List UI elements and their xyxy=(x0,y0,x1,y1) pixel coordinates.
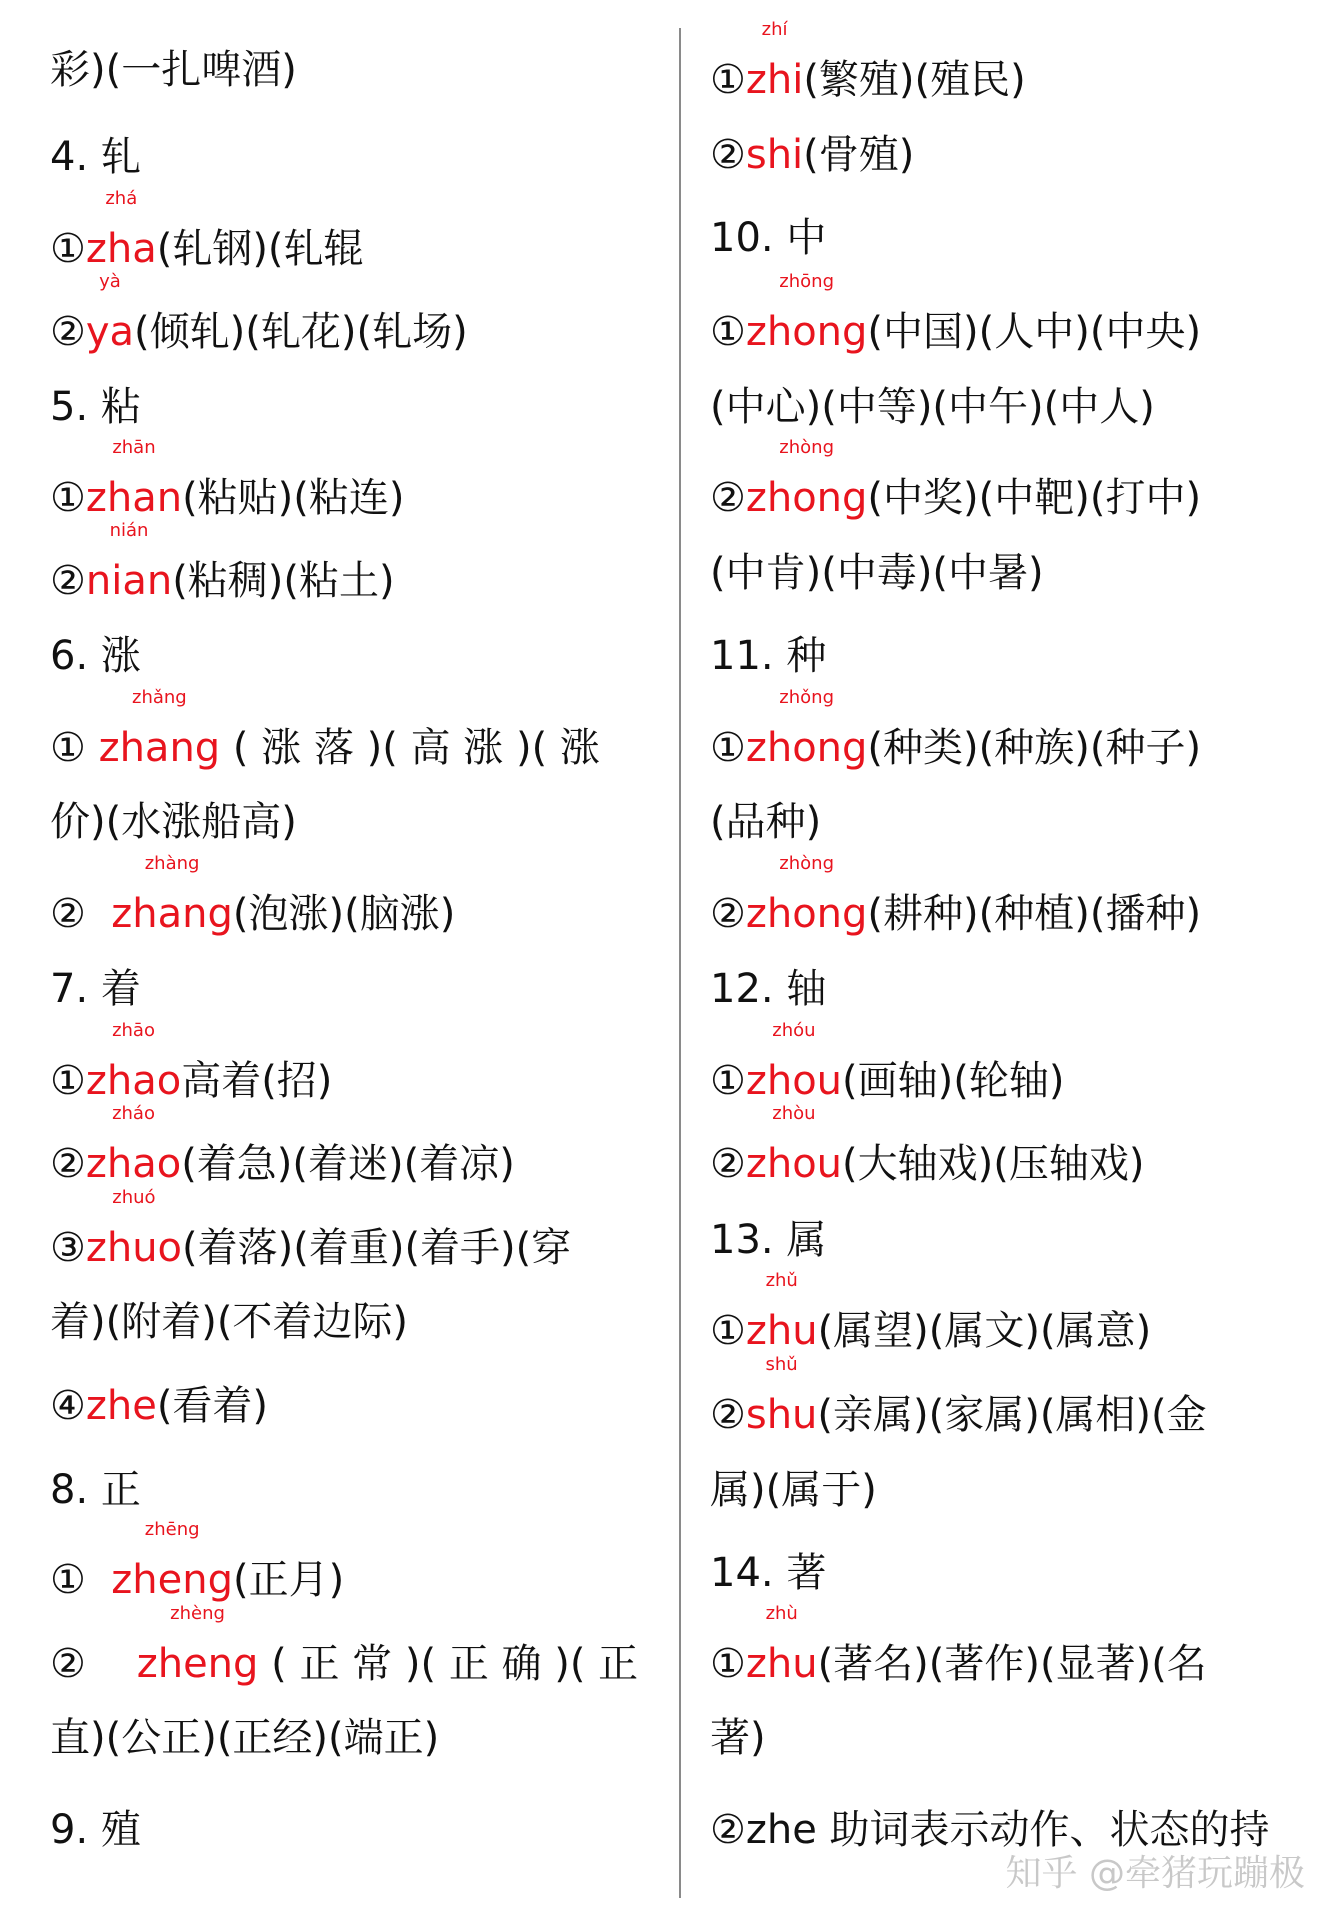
tone-pinyin: zhēng xyxy=(144,1519,200,1540)
entry-zhao2 xyxy=(50,1103,515,1188)
entry-zha xyxy=(50,188,364,273)
tone-pinyin: zhuó xyxy=(112,1187,156,1208)
pinyin: zhang xyxy=(98,725,221,771)
pinyin: shi xyxy=(745,132,804,178)
tone-pinyin: zhāo xyxy=(112,1020,155,1041)
pinyin: zhao xyxy=(85,1141,182,1187)
tone-pinyin: shǔ xyxy=(765,1354,798,1375)
example-words: (着落)(着重)(着手)(穿 xyxy=(182,1225,572,1271)
tone-pinyin: zhǎng xyxy=(132,687,187,708)
example-words: ( 正 常 )( 正 确 )( 正 xyxy=(271,1641,639,1687)
pinyin: zhao xyxy=(85,1058,182,1104)
tone-pinyin: zhá xyxy=(105,188,138,209)
entry-zhu2 xyxy=(710,1603,1207,1688)
pinyin: zheng xyxy=(136,1641,259,1687)
example-words: (画轴)(轮轴) xyxy=(842,1058,1065,1104)
entry-zheng2 xyxy=(50,1603,639,1688)
pinyin: zhu xyxy=(745,1641,818,1687)
pinyin: ya xyxy=(85,309,135,355)
pinyin: zhou xyxy=(745,1058,843,1104)
entry-zhu2-cont: 著) xyxy=(710,1715,766,1761)
entry-zhuo-cont: 着)(附着)(不着边际) xyxy=(50,1299,409,1345)
heading-12: 12. 轴 xyxy=(710,966,827,1012)
example-words: (耕种)(种植)(播种) xyxy=(867,891,1202,937)
entry-zhong2 xyxy=(710,437,1202,522)
example-words: (繁殖)(殖民) xyxy=(803,57,1026,103)
pinyin: zha xyxy=(85,226,157,272)
tone-pinyin: zhàng xyxy=(144,853,200,874)
example-words: ( 涨 落 )( 高 涨 )( 涨 xyxy=(232,725,600,771)
entry-zhang1 xyxy=(50,687,600,772)
entry-zhong4 xyxy=(710,853,1202,938)
example-words: (亲属)(家属)(属相)(金 xyxy=(817,1392,1207,1438)
entry-shu-cont: 属)(属于) xyxy=(710,1467,877,1513)
heading-14: 14. 著 xyxy=(710,1550,827,1596)
pinyin: zhong xyxy=(745,725,868,771)
tone-pinyin: zhǔ xyxy=(765,1270,798,1291)
example-words: (正月) xyxy=(233,1557,345,1603)
entry-number: ① xyxy=(710,1308,746,1354)
example-words: (轧钢)(轧辊 xyxy=(156,226,364,272)
heading-6: 6. 涨 xyxy=(50,633,141,679)
example-words: (粘贴)(粘连) xyxy=(182,475,405,521)
watermark: 知乎 @牵猪玩蹦极 xyxy=(1005,1853,1305,1894)
example-words: (看着) xyxy=(156,1383,269,1429)
heading-10: 10. 中 xyxy=(710,215,827,261)
entry-zhang2 xyxy=(50,853,456,938)
heading-5: 5. 粘 xyxy=(50,384,141,430)
entry-number: ② xyxy=(50,309,86,355)
entry-number: ① xyxy=(710,725,746,771)
entry-number: ① xyxy=(50,226,86,272)
pinyin: zhang xyxy=(111,891,233,937)
heading-7: 7. 着 xyxy=(50,966,141,1012)
tone-pinyin: zhóu xyxy=(772,1020,816,1041)
pinyin: zhong xyxy=(745,309,868,355)
entry-zhe xyxy=(50,1382,268,1430)
entry-zhong3-cont: (品种) xyxy=(710,799,822,845)
text-line: 彩)(一扎啤酒) xyxy=(50,47,297,93)
entry-number: ① xyxy=(50,725,86,771)
heading-11: 11. 种 xyxy=(710,633,827,679)
heading-8: 8. 正 xyxy=(50,1467,141,1513)
entry-zhou2 xyxy=(710,1103,1145,1188)
entry-zhuo xyxy=(50,1187,572,1272)
tone-pinyin: zhòng xyxy=(779,437,834,458)
example-words: (中奖)(中靶)(打中) xyxy=(867,475,1202,521)
example-words: (大轴戏)(压轴戏) xyxy=(842,1141,1145,1187)
pinyin: zhu xyxy=(745,1308,818,1354)
entry-number: ③ xyxy=(50,1225,86,1271)
entry-number: ④ xyxy=(50,1383,86,1429)
entry-nian xyxy=(50,520,395,605)
tone-pinyin: nián xyxy=(109,520,149,541)
pinyin: zhi xyxy=(745,57,804,103)
entry-shu xyxy=(710,1354,1207,1439)
entry-zhong1-cont: (中心)(中等)(中午)(中人) xyxy=(710,384,1155,430)
entry-number: ① xyxy=(710,1058,746,1104)
example-words: (着急)(着迷)(着凉) xyxy=(181,1141,515,1187)
pinyin: zhou xyxy=(745,1141,843,1187)
entry-zhao1 xyxy=(50,1020,333,1105)
example-words: (骨殖) xyxy=(803,132,915,178)
tone-pinyin: yà xyxy=(99,271,121,292)
example-words: (泡涨)(脑涨) xyxy=(232,891,456,937)
pinyin: nian xyxy=(85,558,173,604)
pinyin: zhe xyxy=(85,1383,157,1429)
pinyin: shu xyxy=(745,1392,818,1438)
tone-pinyin: zháo xyxy=(112,1103,155,1124)
entry-zhi xyxy=(710,19,1026,104)
pinyin: zhan xyxy=(85,475,183,521)
entry-zhan xyxy=(50,437,405,522)
entry-zhong3 xyxy=(710,687,1202,772)
entry-number: ② xyxy=(50,558,86,604)
entry-number: ① xyxy=(50,475,86,521)
entry-zhu1 xyxy=(710,1270,1152,1355)
tone-pinyin: zhǒng xyxy=(779,687,834,708)
entry-number: ① xyxy=(50,1058,86,1104)
entry-number: ② xyxy=(50,891,86,937)
example-words: (种类)(种族)(种子) xyxy=(867,725,1202,771)
entry-number: ② xyxy=(710,475,746,521)
heading-4: 4. 轧 xyxy=(50,134,141,180)
tone-pinyin: zhòu xyxy=(772,1103,816,1124)
entry-number: ② xyxy=(710,1392,746,1438)
entry-number: ② xyxy=(50,1641,86,1687)
example-words: (中国)(人中)(中央) xyxy=(867,309,1202,355)
tone-pinyin: zhōng xyxy=(779,271,834,292)
entry-zheng2-cont: 直)(公正)(正经)(端正) xyxy=(50,1715,440,1761)
pinyin: zhong xyxy=(745,475,868,521)
heading-13: 13. 属 xyxy=(710,1217,827,1263)
entry-number: ① xyxy=(50,1557,86,1603)
tone-pinyin: zhèng xyxy=(170,1603,225,1624)
entry-ya xyxy=(50,271,468,356)
entry-number: ① xyxy=(710,309,746,355)
entry-number: ② xyxy=(710,1141,746,1187)
entry-number: ① xyxy=(710,1641,746,1687)
tone-pinyin: zhān xyxy=(112,437,156,458)
entry-number: ② xyxy=(710,891,746,937)
tone-pinyin: zhù xyxy=(765,1603,798,1624)
entry-zhong2-cont: (中肯)(中毒)(中暑) xyxy=(710,550,1044,596)
entry-zhou1 xyxy=(710,1020,1065,1105)
pinyin: zhuo xyxy=(85,1225,183,1271)
entry-zheng1 xyxy=(50,1519,345,1604)
example-words: (粘稠)(粘土) xyxy=(172,558,395,604)
example-words: (属望)(属文)(属意) xyxy=(817,1308,1152,1354)
tone-pinyin: zhí xyxy=(761,19,788,40)
entry-zhong1 xyxy=(710,271,1202,356)
column-divider xyxy=(679,28,681,1898)
example-words: (倾轧)(轧花)(轧场) xyxy=(134,309,468,355)
example-words: 高着(招) xyxy=(181,1058,333,1104)
pinyin: zheng xyxy=(111,1557,233,1603)
entry-zhe-note: ②zhe 助词表示动作、状态的持 xyxy=(710,1807,1270,1853)
tone-pinyin: zhòng xyxy=(779,853,834,874)
entry-number: ② xyxy=(710,132,746,178)
heading-9: 9. 殖 xyxy=(50,1807,141,1853)
pinyin: zhong xyxy=(745,891,868,937)
example-words: (著名)(著作)(显著)(名 xyxy=(817,1641,1207,1687)
entry-zhang1-cont: 价)(水涨船高) xyxy=(50,799,297,845)
entry-number: ① xyxy=(710,57,746,103)
entry-number: ② xyxy=(50,1141,86,1187)
entry-shi xyxy=(710,131,914,179)
